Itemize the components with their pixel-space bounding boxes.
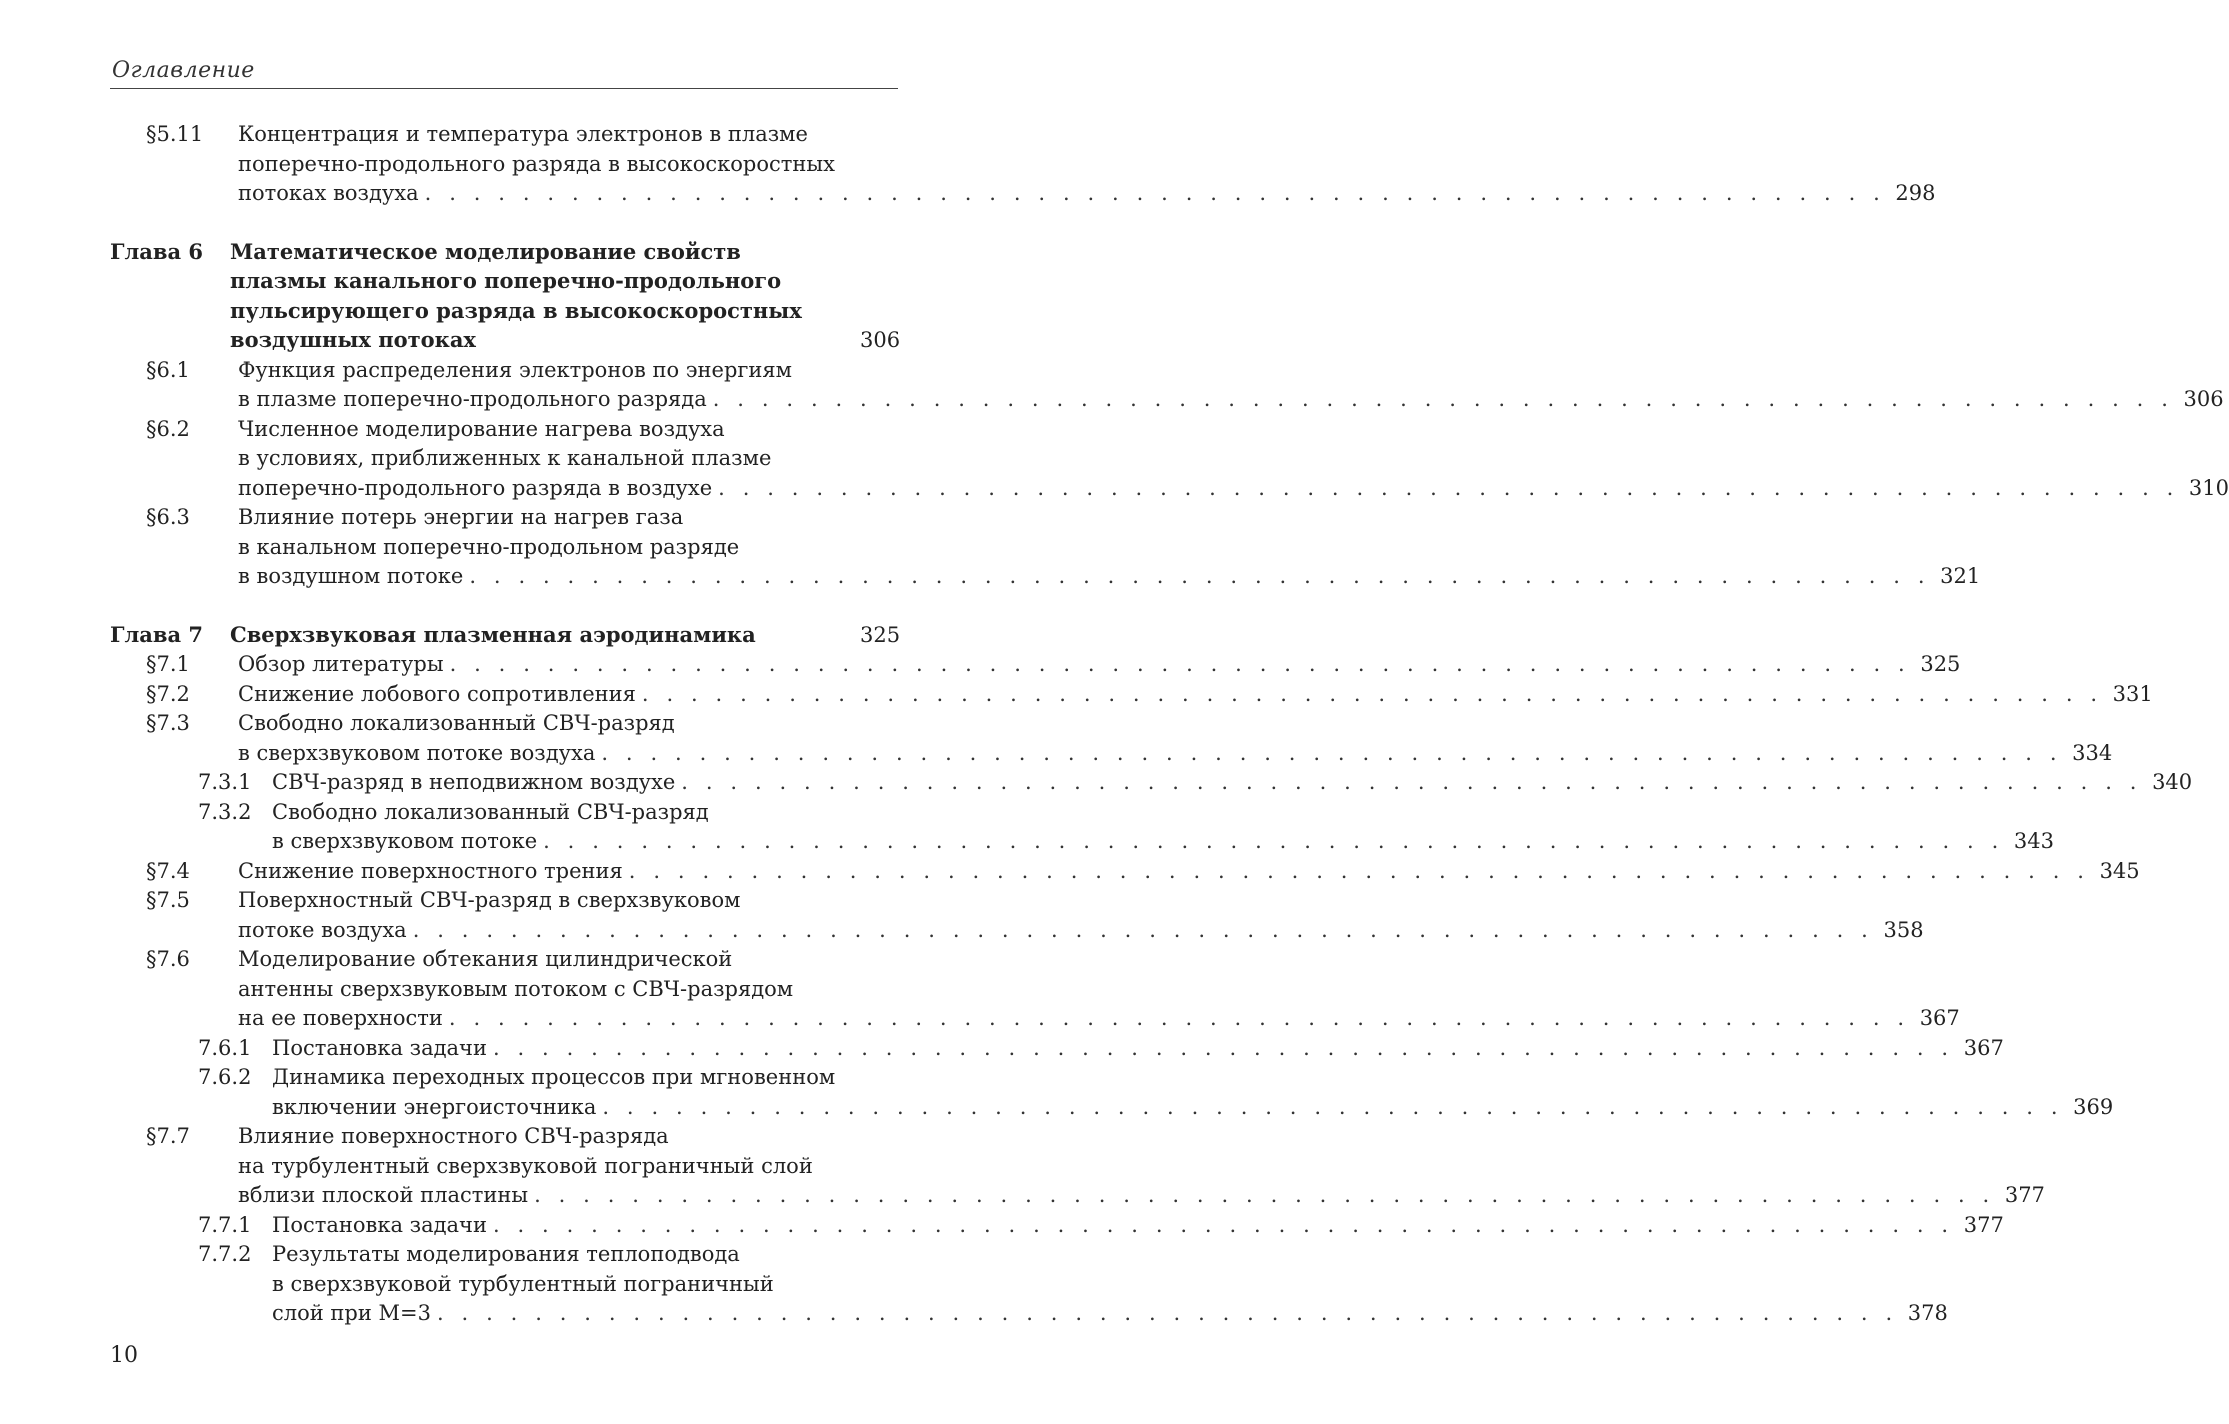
dot-leader: . . . . . . . . . . . . . . . . . . . . . . . . . . . . . . . . . . . . . . . . . . . . . . . . . . . . . . . . . . . . bbox=[534, 1183, 1995, 1207]
toc-entry-page: 367 bbox=[1919, 1006, 1960, 1030]
dot-leader: . . . . . . . . . . . . . . . . . . . . . . . . . . . . . . . . . . . . . . . . . . . . . . . . . . . . . . . . . . . . bbox=[641, 681, 2103, 706]
toc-entry-title-line: в воздушном потоке bbox=[238, 564, 464, 588]
dot-leader: . . . . . . . . . . . . . . . . . . . . . . . . . . . . . . . . . . . . . . . . . . . . . . . . . . . . . . . . . . . . bbox=[437, 1301, 1898, 1325]
toc-entry-sub[interactable] bbox=[110, 1240, 1948, 1329]
toc-entry-title-line: Постановка задачи bbox=[272, 1212, 487, 1237]
toc-entry-page: 345 bbox=[2099, 858, 2140, 883]
dot-leader: . . . . . . . . . . . . . . . . . . . . . . . . . . . . . . . . . . . . . . . . . . . . . . . . . . . . . . . . . . . . bbox=[449, 652, 1911, 676]
toc-entry-page: 334 bbox=[2072, 740, 2113, 765]
dot-leader: . . . . . . . . . . . . . . . . . . . . . . . . . . . . . . . . . . . . . . . . . . . . . . . . . . . . . . . . . . . . bbox=[712, 387, 2174, 411]
toc-entry-number: §7.3 bbox=[146, 711, 190, 735]
dot-leader: . . . . . . . . . . . . . . . . . . . . . . . . . . . . . . . . . . . . . . . . . . . . . . . . . . . . . . . . . . . . bbox=[492, 1035, 1954, 1060]
toc-entry-title-line: в условиях, приближенных к канальной плазме bbox=[238, 446, 772, 470]
toc-entry-title-line: поперечно-продольного разряда в воздухе bbox=[238, 475, 713, 500]
toc-entry-title-line: антенны сверхзвуковым потоком с СВЧ-разрядом bbox=[238, 976, 794, 1001]
dot-leader: . . . . . . . . . . . . . . . . . . . . . . . . . . . . . . . . . . . . . . . . . . . . . . . . . . . . . . . . . . . . bbox=[469, 564, 1931, 588]
toc-entry-title-line: слой при M=3 bbox=[272, 1301, 431, 1325]
toc-entry-page: 367 bbox=[1963, 1035, 2004, 1060]
toc-entry-title-line: пульсирующего разряда в высокоскоростных bbox=[230, 297, 802, 323]
toc-entry-title-line: Математическое моделирование свойств bbox=[230, 238, 741, 264]
toc-entry-page: 298 bbox=[1895, 181, 1936, 205]
toc-entry-section[interactable] bbox=[110, 650, 1961, 680]
dot-leader: . . . . . . . . . . . . . . . . . . . . . . . . . . . . . . . . . . . . . . . . . . . . . . . . . . . . . . . . . . . . bbox=[628, 858, 2090, 883]
toc-entry-number: 7.3.1 bbox=[198, 770, 252, 794]
toc-entry-page: 377 bbox=[2004, 1183, 2045, 1207]
toc-entry-section[interactable] bbox=[110, 415, 2229, 504]
running-title: Оглавление bbox=[112, 58, 255, 83]
toc-entry-page: 378 bbox=[1907, 1301, 1948, 1325]
toc-entry-title-line: в сверхзвуковом потоке bbox=[272, 829, 538, 853]
toc-entry-sub[interactable] bbox=[110, 798, 2054, 857]
toc-entry-page: 331 bbox=[2112, 681, 2153, 706]
toc-entry-title-line: в плазме поперечно-продольного разряда bbox=[238, 387, 707, 411]
toc-entry-number: Глава 7 bbox=[110, 621, 204, 647]
toc-entry-number: §7.1 bbox=[146, 652, 190, 676]
toc-entry-title-line: Функция распределения электронов по энергиям bbox=[238, 357, 792, 382]
toc-entry-title-line: поперечно-продольного разряда в высокоскоростных bbox=[238, 151, 835, 176]
toc-entry-title-line: вблизи плоской пластины bbox=[238, 1183, 529, 1207]
toc-entry-title-line: в канальном поперечно-продольном разряде bbox=[238, 534, 740, 559]
toc-entry-page: 369 bbox=[2073, 1094, 2114, 1119]
toc-entry-title-line: Концентрация и температура электронов в плазме bbox=[238, 122, 808, 146]
toc-entry-sub[interactable] bbox=[110, 1063, 2114, 1122]
toc-entry-title-line: Постановка задачи bbox=[272, 1035, 487, 1060]
toc-entry-number: §7.5 bbox=[146, 888, 190, 912]
toc-entry-title-line: в сверхзвуковом потоке воздуха bbox=[238, 740, 596, 765]
dot-leader: . . . . . . . . . . . . . . . . . . . . . . . . . . . . . . . . . . . . . . . . . . . . . . . . . . . . . . . . . . . . bbox=[718, 475, 2179, 500]
toc-entry-number: 7.6.1 bbox=[198, 1035, 252, 1060]
toc-entry-number: 7.7.1 bbox=[198, 1212, 252, 1237]
toc-entry-section[interactable] bbox=[110, 1122, 2045, 1211]
toc-entry-section[interactable] bbox=[110, 886, 1924, 945]
toc-entry-title-line: потоке воздуха bbox=[238, 917, 407, 942]
toc-entry-page: 325 bbox=[860, 622, 901, 647]
toc-entry-page: 358 bbox=[1883, 917, 1924, 942]
toc-entry-section[interactable] bbox=[110, 680, 2153, 710]
toc-entry-number: 7.6.2 bbox=[198, 1065, 252, 1089]
toc-entry-title-line: Численное моделирование нагрева воздуха bbox=[238, 416, 725, 441]
toc-entry-title-line: на ее поверхности bbox=[238, 1006, 443, 1030]
page-number: 10 bbox=[110, 1343, 138, 1368]
toc-entry-title-line: Влияние поверхностного СВЧ-разряда bbox=[238, 1124, 669, 1148]
toc-entry-page: 340 bbox=[2152, 770, 2193, 794]
dot-leader: . . . . . . . . . . . . . . . . . . . . . . . . . . . . . . . . . . . . . . . . . . . . . . . . . . . . . . . . . . . . bbox=[601, 740, 2063, 765]
dot-leader: . . . . . . . . . . . . . . . . . . . . . . . . . . . . . . . . . . . . . . . . . . . . . . . . . . . . . . . . . . . . bbox=[681, 770, 2143, 794]
header-rule bbox=[110, 88, 898, 89]
toc-entry-page: 325 bbox=[1920, 652, 1961, 676]
toc-entry-page: 306 bbox=[860, 328, 901, 352]
toc-entry-page: 377 bbox=[1963, 1212, 2004, 1237]
toc-entry-title-line: потоках воздуха bbox=[238, 181, 419, 205]
toc-entry-title-line: Моделирование обтекания цилиндрической bbox=[238, 947, 733, 971]
toc-entry-title-line: в сверхзвуковой турбулентный пограничный bbox=[272, 1271, 774, 1296]
toc-entry-title-line: Сверхзвуковая плазменная аэродинамика bbox=[230, 621, 756, 647]
toc-entry-section[interactable] bbox=[110, 945, 1960, 1034]
toc-entry-title-line: на турбулентный сверхзвуковой пограничный слой bbox=[238, 1153, 813, 1178]
table-of-contents bbox=[110, 120, 2229, 1329]
toc-entry-page: 343 bbox=[2013, 829, 2054, 853]
toc-entry-number: 7.7.2 bbox=[198, 1242, 252, 1266]
dot-leader: . . . . . . . . . . . . . . . . . . . . . . . . . . . . . . . . . . . . . . . . . . . . . . . . . . . . . . . . . . . . bbox=[543, 829, 2004, 853]
dot-leader: . . . . . . . . . . . . . . . . . . . . . . . . . . . . . . . . . . . . . . . . . . . . . . . . . . . . . . . . . . . . bbox=[602, 1094, 2064, 1119]
toc-entry-page: 321 bbox=[1940, 564, 1981, 588]
toc-entry-number: 7.3.2 bbox=[198, 799, 252, 824]
toc-entry-title-line: Поверхностный СВЧ-разряд в сверхзвуковом bbox=[238, 888, 741, 912]
toc-entry-title-line: Динамика переходных процессов при мгновенном bbox=[272, 1065, 836, 1089]
toc-entry-section[interactable] bbox=[110, 356, 2224, 415]
toc-entry-chapter[interactable] bbox=[110, 620, 901, 651]
toc-entry-title-line: Свободно локализованный СВЧ-разряд bbox=[272, 799, 709, 824]
toc-entry-number: §7.6 bbox=[146, 947, 190, 971]
toc-entry-number: §7.7 bbox=[146, 1124, 190, 1148]
toc-entry-number: §5.11 bbox=[146, 122, 204, 146]
toc-entry-title-line: Снижение поверхностного трения bbox=[238, 858, 623, 883]
toc-entry-number: §6.1 bbox=[146, 357, 190, 382]
toc-entry-section[interactable] bbox=[110, 709, 2113, 768]
toc-entry-sub[interactable] bbox=[110, 768, 2193, 798]
toc-entry-section[interactable] bbox=[110, 503, 1981, 592]
toc-entry-chapter[interactable] bbox=[110, 237, 901, 356]
toc-entry-title-line: воздушных потоках bbox=[230, 327, 476, 352]
toc-entry-title-line: Влияние потерь энергии на нагрев газа bbox=[238, 505, 684, 529]
dot-leader: . . . . . . . . . . . . . . . . . . . . . . . . . . . . . . . . . . . . . . . . . . . . . . . . . . . . . . . . . . . . bbox=[424, 181, 1886, 205]
toc-entry-page: 306 bbox=[2183, 387, 2224, 411]
toc-entry-title-line: Обзор литературы bbox=[238, 652, 444, 676]
toc-entry-title-line: Свободно локализованный СВЧ-разряд bbox=[238, 711, 675, 735]
toc-entry-number: §6.2 bbox=[146, 416, 190, 441]
toc-entry-number: §7.4 bbox=[146, 858, 190, 883]
toc-entry-section[interactable] bbox=[110, 120, 1936, 209]
toc-entry-title-line: Снижение лобового сопротивления bbox=[238, 681, 636, 706]
toc-entry-sub[interactable] bbox=[110, 1034, 2004, 1064]
dot-leader: . . . . . . . . . . . . . . . . . . . . . . . . . . . . . . . . . . . . . . . . . . . . . . . . . . . . . . . . . . . . bbox=[492, 1212, 1954, 1237]
toc-entry-sub[interactable] bbox=[110, 1211, 2004, 1241]
toc-entry-section[interactable] bbox=[110, 857, 2140, 887]
toc-entry-number: §6.3 bbox=[146, 505, 190, 529]
toc-entry-page: 310 bbox=[2188, 475, 2229, 500]
toc-entry-title-line: СВЧ-разряд в неподвижном воздухе bbox=[272, 770, 676, 794]
dot-leader: . . . . . . . . . . . . . . . . . . . . . . . . . . . . . . . . . . . . . . . . . . . . . . . . . . . . . . . . . . . . bbox=[412, 917, 1874, 942]
dot-leader: . . . . . . . . . . . . . . . . . . . . . . . . . . . . . . . . . . . . . . . . . . . . . . . . . . . . . . . . . . . . bbox=[448, 1006, 1910, 1030]
toc-entry-title-line: плазмы канального поперечно-продольного bbox=[230, 268, 782, 293]
toc-entry-number: Глава 6 bbox=[110, 238, 204, 264]
toc-entry-title-line: включении энергоисточника bbox=[272, 1094, 597, 1119]
toc-entry-title-line: Результаты моделирования теплоподвода bbox=[272, 1242, 740, 1266]
toc-entry-number: §7.2 bbox=[146, 681, 190, 706]
